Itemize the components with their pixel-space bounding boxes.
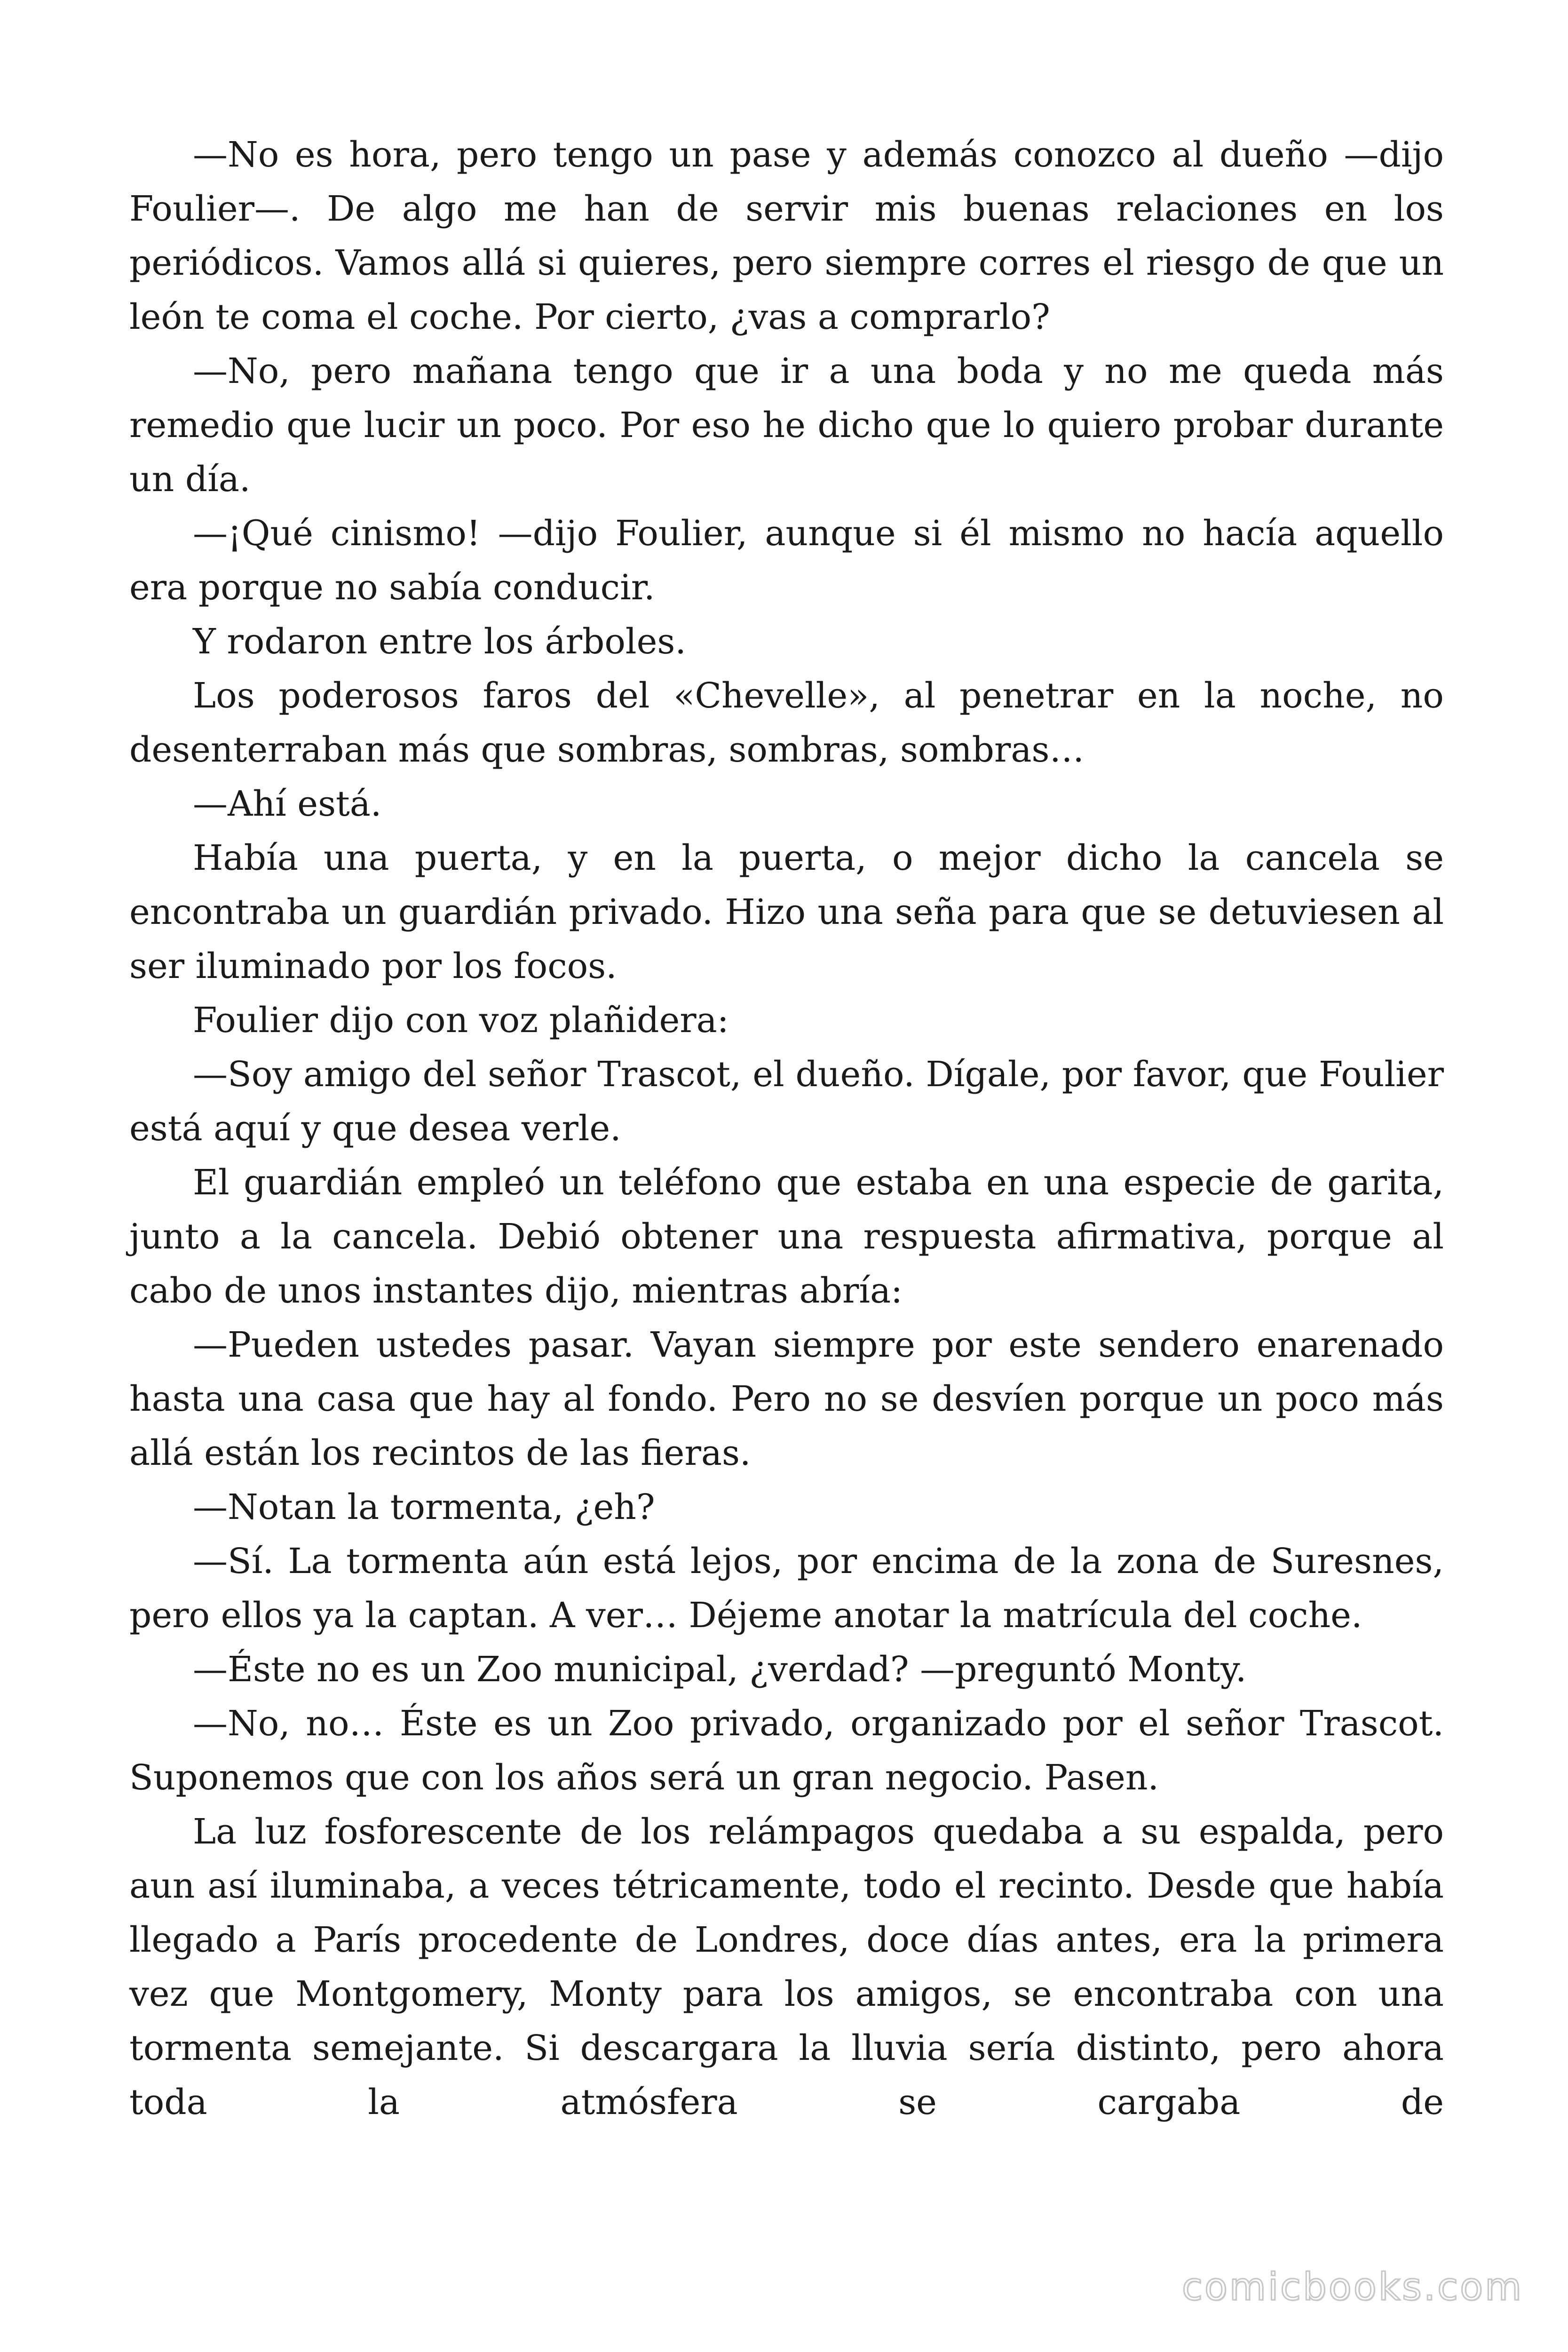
watermark: comicbooks.com: [1181, 2265, 1523, 2309]
paragraph: El guardián empleó un teléfono que estaba en una especie de garita, junto a la cancela. Debió obtener una respuesta afirmativa, porque al cabo de unos instantes dijo, mientras abría:: [129, 1162, 1444, 1311]
paragraph: —Pueden ustedes pasar. Vayan siempre por este sendero enarenado hasta una casa que hay al fondo. Pero no se desvíen porque un poco más allá están los recintos de las fieras.: [129, 1325, 1444, 1473]
paragraph: Y rodaron entre los árboles.: [193, 621, 686, 662]
paragraph: —Soy amigo del señor Trascot, el dueño. Dígale, por favor, que Foulier está aquí y que desea verle.: [129, 1054, 1444, 1149]
paragraph: —No, no… Éste es un Zoo privado, organizado por el señor Trascot. Suponemos que con los años será un gran negocio. Pasen.: [129, 1703, 1444, 1798]
paragraph: Foulier dijo con voz plañidera:: [193, 1000, 729, 1041]
paragraph: —Ahí está.: [193, 784, 382, 824]
paragraph: La luz fosforescente de los relámpagos quedaba a su espalda, pero aun así iluminaba, a veces tétricamente, todo el recinto. Desde que había llegado a París procedente de Londres, doce días antes, era la primera vez que Montgomery, Monty para los amigos, se encontraba con una tormenta semejante. Si descargara la lluvia sería distinto, pero ahora toda la atmósfera se cargaba de: [129, 1812, 1444, 2122]
paragraph: —No es hora, pero tengo un pase y además conozco al dueño —dijo Foulier—. De algo me han de servir mis buenas relaciones en los periódicos. Vamos allá si quieres, pero siempre corres el riesgo de que un león te coma el coche. Por cierto, ¿vas a comprarlo?: [129, 135, 1444, 337]
paragraph: —Notan la tormenta, ¿eh?: [193, 1487, 655, 1527]
paragraph: —Sí. La tormenta aún está lejos, por encima de la zona de Suresnes, pero ellos ya la captan. A ver… Déjeme anotar la matrícula del coche.: [129, 1541, 1444, 1636]
page-text: [129, 128, 1444, 2130]
paragraph: —Éste no es un Zoo municipal, ¿verdad? —preguntó Monty.: [193, 1649, 1247, 1690]
paragraph: Había una puerta, y en la puerta, o mejor dicho la cancela se encontraba un guardián privado. Hizo una seña para que se detuviesen al ser iluminado por los focos.: [129, 838, 1444, 986]
paragraph: —No, pero mañana tengo que ir a una boda y no me queda más remedio que lucir un poco. Por eso he dicho que lo quiero probar durante un día.: [129, 351, 1444, 500]
paragraph: Los poderosos faros del «Chevelle», al penetrar en la noche, no desenterraban más que sombras, sombras, sombras…: [129, 675, 1444, 770]
paragraph: —¡Qué cinismo! —dijo Foulier, aunque si él mismo no hacía aquello era porque no sabía conducir.: [129, 513, 1444, 608]
